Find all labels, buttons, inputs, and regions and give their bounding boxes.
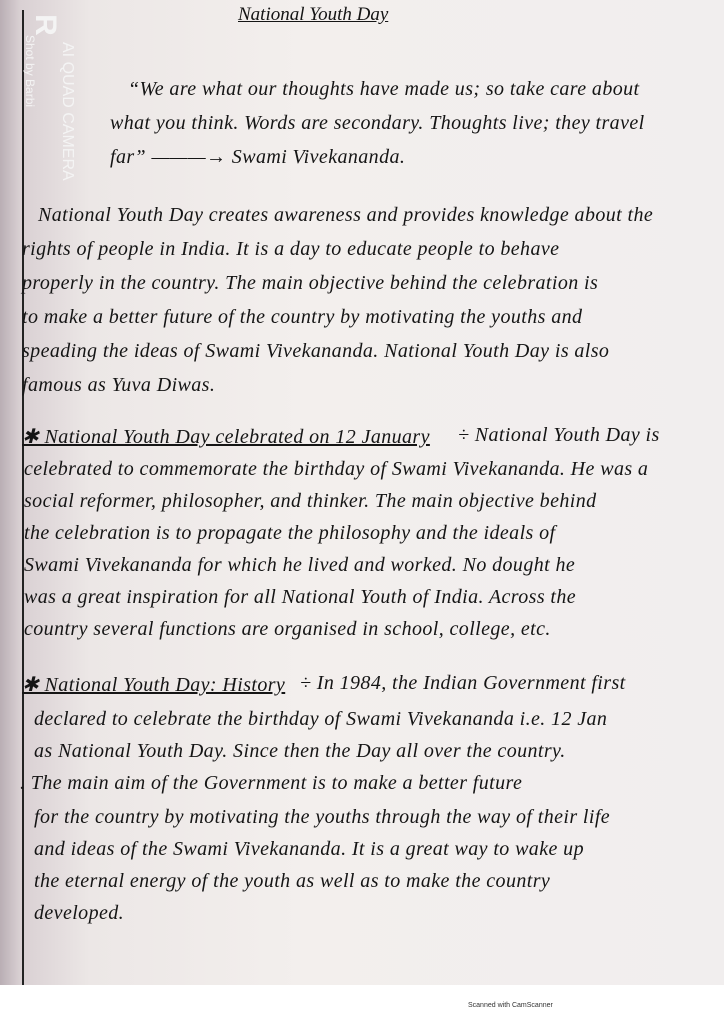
scanner-footer: Scanned with CamScanner <box>468 1002 553 1009</box>
section-line: as National Youth Day. Since then the Day all over the country. <box>34 740 566 762</box>
section-heading: ✱ National Youth Day: History <box>22 674 286 696</box>
section-line: for the country by motivating the youths through the way of their life <box>34 806 611 828</box>
section-line: social reformer, philosopher, and thinker. The main objective behind <box>24 490 597 512</box>
section-line: declared to celebrate the birthday of Swami Vivekananda i.e. 12 Jan <box>34 708 608 730</box>
intro-line: properly in the country. The main objective behind the celebration is <box>22 272 599 294</box>
intro-line: famous as Yuva Diwas. <box>22 374 216 396</box>
intro-line: to make a better future of the country by motivating the youths and <box>22 306 583 328</box>
section-line: country several functions are organised in school, college, etc. <box>24 618 551 640</box>
section-line: the eternal energy of the youth as well as to make the country <box>34 870 551 892</box>
section-line: was a great inspiration for all National Youth of India. Across the <box>24 586 577 608</box>
section-line: celebrated to commemorate the birthday of Swami Vivekananda. He was a <box>24 458 649 480</box>
camera-watermark <box>24 8 74 223</box>
section-line: Swami Vivekananda for which he lived and worked. No dought he <box>24 554 576 576</box>
section-line: developed. <box>34 902 125 924</box>
section-lead: ÷ In 1984, the Indian Government first <box>300 672 626 694</box>
intro-line: rights of people in India. It is a day to educate people to behave <box>22 238 560 260</box>
watermark-brand: AI QUAD CAMERA <box>59 42 76 181</box>
section-line: and ideas of the Swami Vivekananda. It is a great way to wake up <box>34 838 584 860</box>
quote-line: “We are what our thoughts have made us; so take care about <box>128 78 640 100</box>
section-lead: ÷ National Youth Day is <box>458 424 660 446</box>
quote-line: what you think. Words are secondary. Thoughts live; they travel <box>110 112 645 134</box>
intro-line: speading the ideas of Swami Vivekananda. National Youth Day is also <box>22 340 610 362</box>
quote-line: far” ———→ Swami Vivekananda. <box>110 146 406 168</box>
section-line: the celebration is to propagate the philosophy and the ideals of <box>24 522 556 544</box>
camera-logo-icon: R <box>28 14 62 36</box>
section-line: . The main aim of the Government is to make a better future <box>20 772 523 794</box>
intro-line: National Youth Day creates awareness and provides knowledge about the <box>38 204 654 226</box>
section-heading: ✱ National Youth Day celebrated on 12 January <box>22 426 430 448</box>
watermark-credit: Shot by Barbi <box>23 35 37 108</box>
page-title: National Youth Day <box>238 4 389 25</box>
